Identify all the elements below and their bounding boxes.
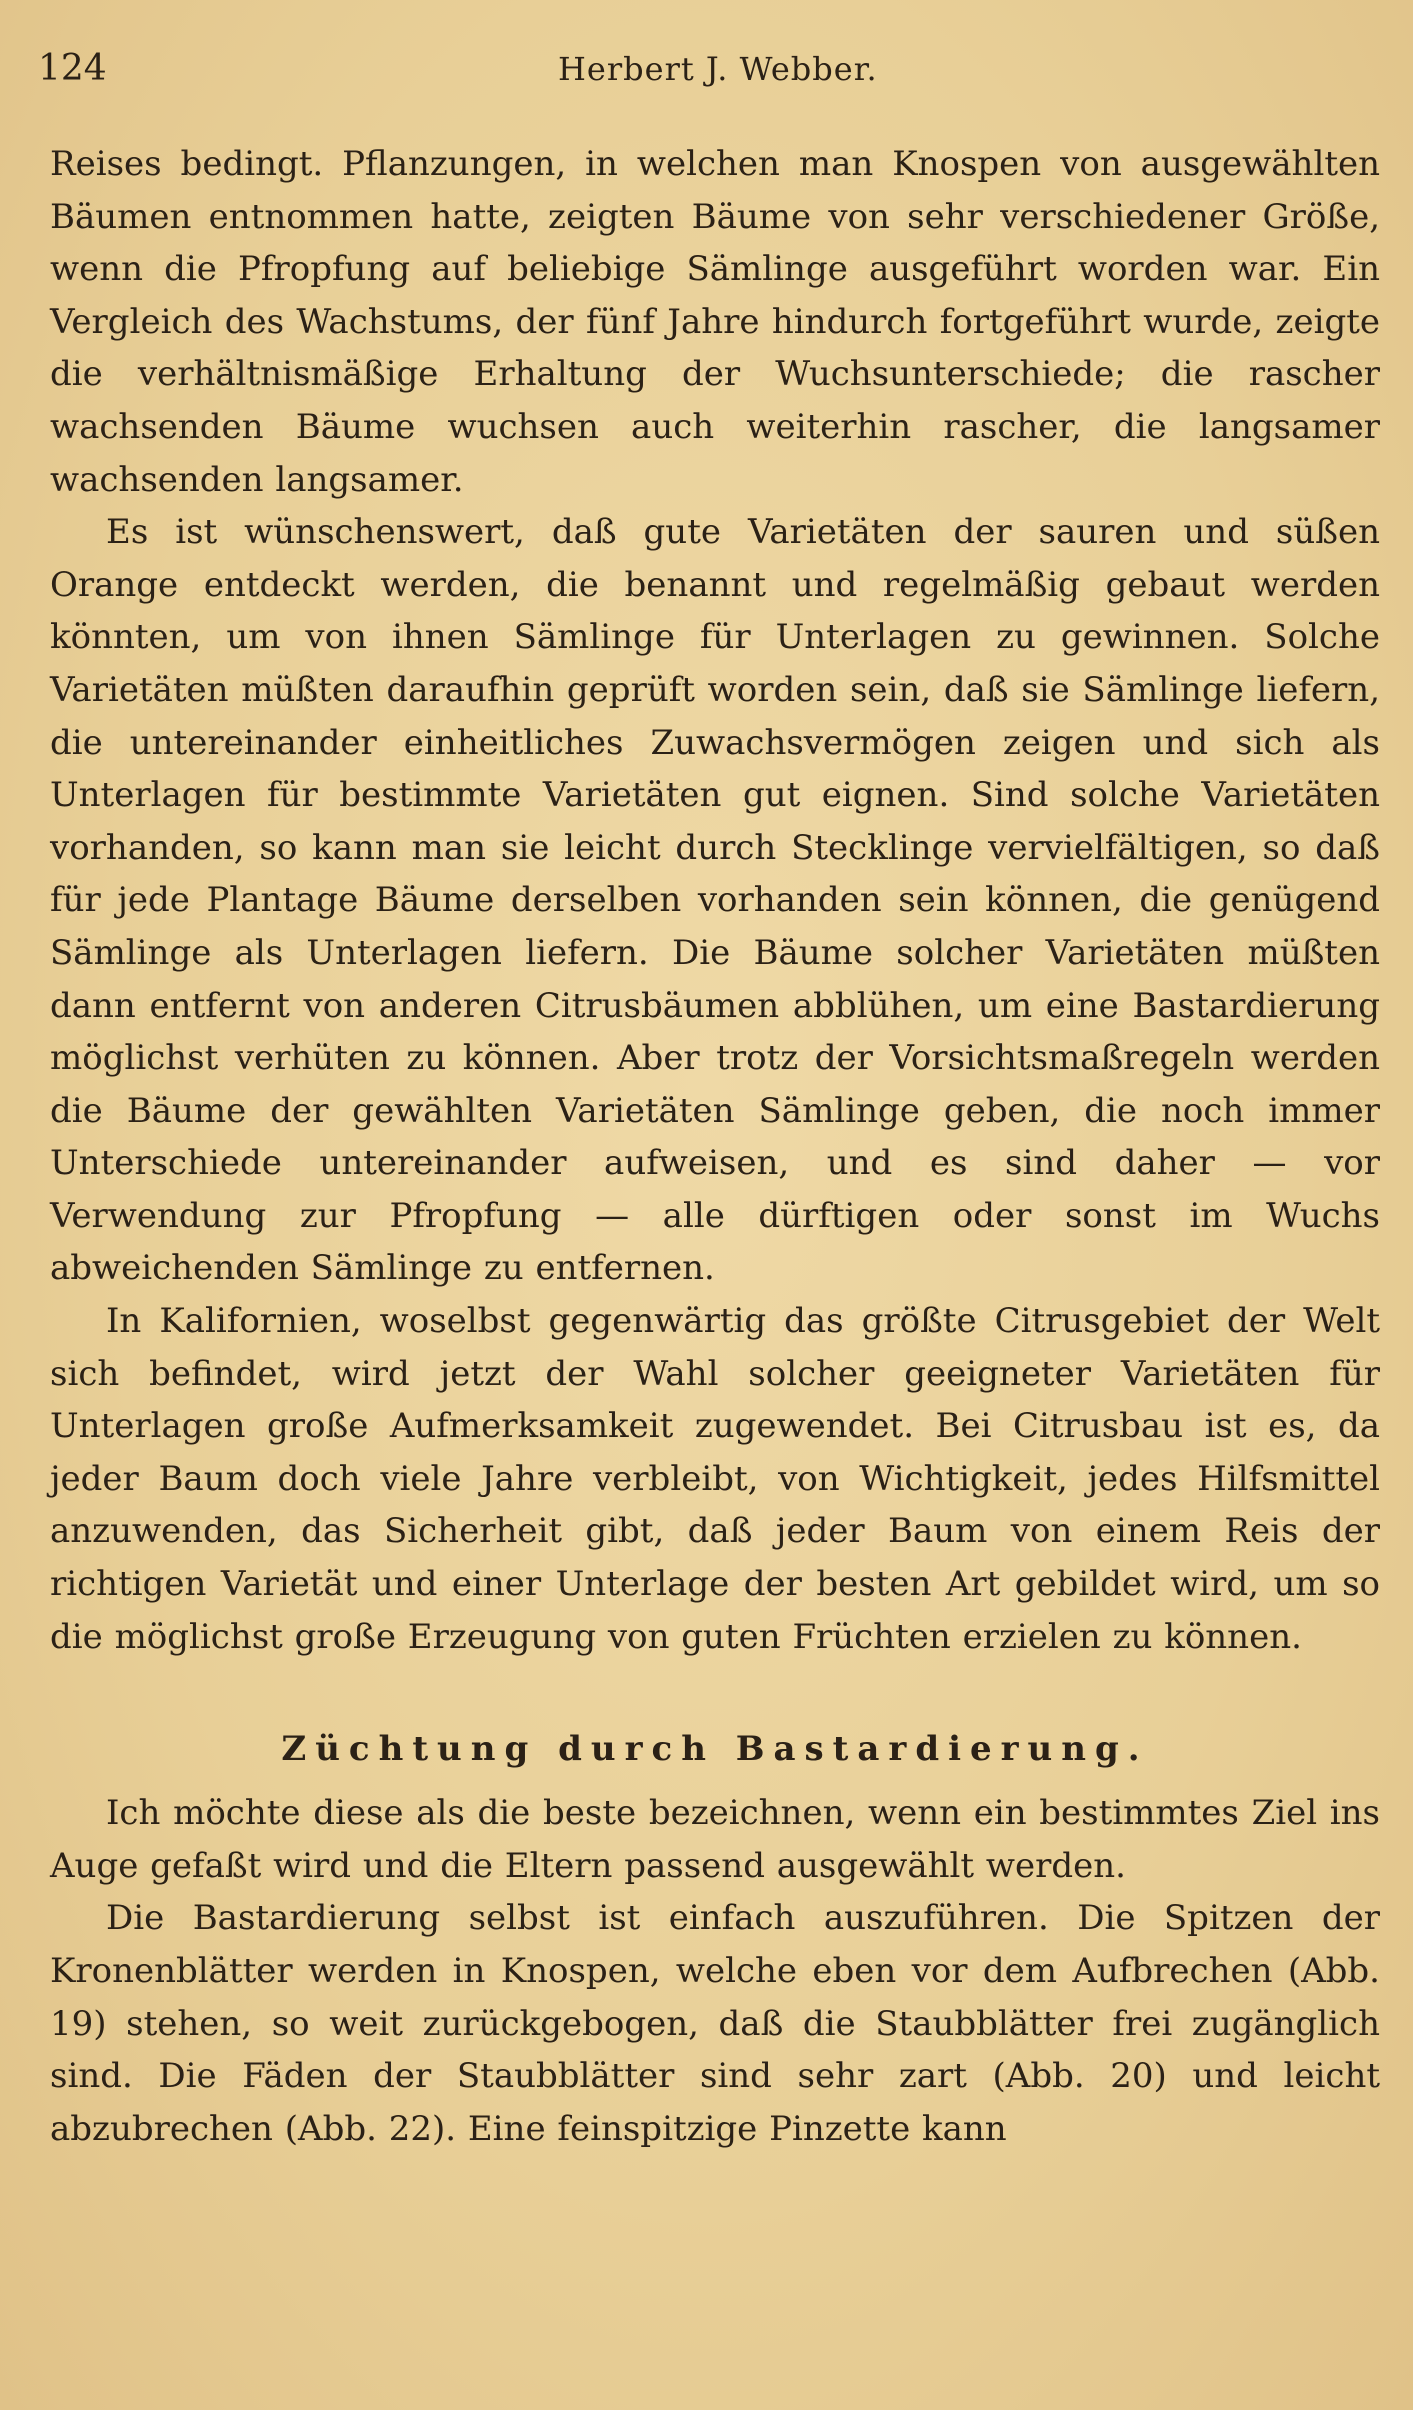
paragraph-california: In Kalifornien, woselbst gegenwärtig das größte Citrusgebiet der Welt sich befindet, wird jetzt der Wahl solcher geeigneter Varietäten für Unterlagen große Aufmerksamkeit zugewendet. Bei Citrusbau ist es, da jeder Baum doch viele Jahre verbleibt, von Wichtigkeit, jedes Hilfsmittel anzuwenden, das Sicherheit gibt, daß jeder Baum von einem Reis der richtigen Varietät und einer Unterlage der besten Art gebildet wird, um so die möglichst große Erzeugung von guten Früchten erzielen zu können. (50, 1301, 1380, 1657)
section-heading: Züchtung durch Bastardierung. (281, 1729, 1149, 1770)
paragraph-intro: Ich möchte diese als die beste bezeichnen, wenn ein bestimmtes Ziel ins Auge gefaßt wird und die Eltern passend ausgewählt werden. (50, 1793, 1380, 1886)
page-number: 124 (38, 48, 107, 89)
spacer (50, 1663, 1380, 1723)
body-text (50, 138, 1380, 2155)
paragraph-continued: Reises bedingt. Pflanzungen, in welchen man Knospen von ausgewählten Bäumen entnommen hatte, zeigten Bäume von sehr verschiedener Größe, wenn die Pfropfung auf beliebige Sämlinge ausgeführt worden war. Ein Vergleich des Wachstums, der fünf Jahre hindurch fortgeführt wurde, zeigte die verhältnismäßige Erhaltung der Wuchsunterschiede; die rascher wachsenden Bäume wuchsen auch weiterhin rascher, die langsamer wachsenden langsamer. (50, 144, 1380, 500)
paragraph-varieties: Es ist wünschenswert, daß gute Varietäten der sauren und süßen Orange entdeckt werden, die benannt und regelmäßig gebaut werden könnten, um von ihnen Sämlinge für Unterlagen zu gewinnen. Solche Varietäten müßten daraufhin geprüft worden sein, daß sie Sämlinge liefern, die untereinander einheitliches Zuwachsvermögen zeigen und sich als Unterlagen für bestimmte Varietäten gut eignen. Sind solche Varietäten vorhanden, so kann man sie leicht durch Stecklinge vervielfältigen, so daß für jede Plantage Bäume derselben vorhanden sein können, die genügend Sämlinge als Unterlagen liefern. Die Bäume solcher Varietäten müßten dann entfernt von anderen Citrusbäumen abblühen, um eine Bastardierung möglichst verhüten zu können. Aber trotz der Vorsichtsmaßregeln werden die Bäume der gewählten Varietäten Sämlinge geben, die noch immer Unterschiede untereinander aufweisen, und es sind daher — vor Verwendung zur Pfropfung — alle dürftigen oder sonst im Wuchs abweichenden Sämlinge zu entfernen. (50, 512, 1380, 1289)
running-head: Herbert J. Webber. (558, 50, 878, 88)
spacer (50, 1775, 1380, 1787)
paragraph-method: Die Bastardierung selbst ist einfach auszuführen. Die Spitzen der Kronenblätter werden in Knospen, welche eben vor dem Aufbrechen (Abb. 19) stehen, so weit zurückgebogen, daß die Staubblätter frei zugänglich sind. Die Fäden der Staubblätter sind sehr zart (Abb. 20) und leicht abzubrechen (Abb. 22). Eine feinspitzige Pinzette kann (50, 1898, 1380, 2149)
page-header (38, 44, 1398, 94)
